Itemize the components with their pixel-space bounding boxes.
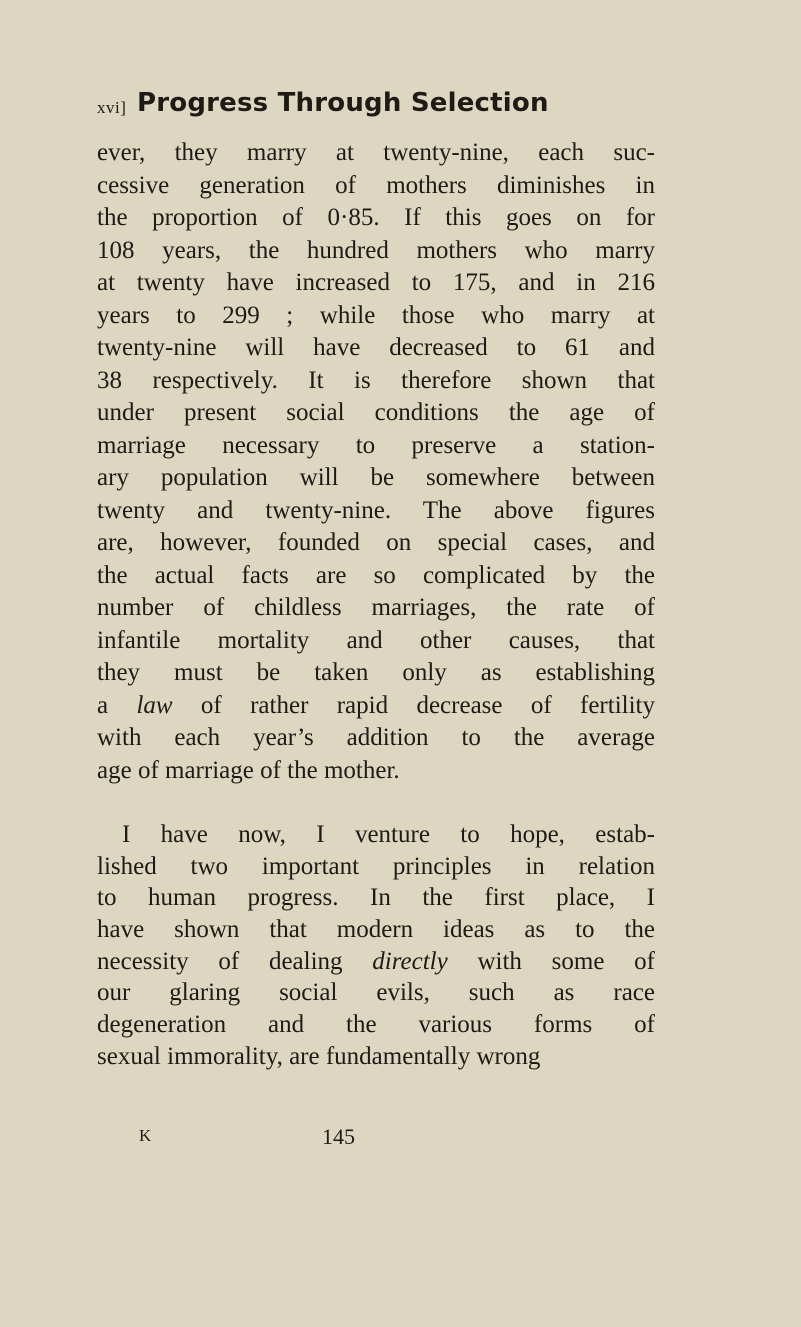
text-segment: marriage necessary to preserve a station-	[97, 431, 655, 459]
text-line	[97, 300, 655, 333]
body-text	[97, 137, 655, 1073]
text-line	[97, 170, 655, 203]
text-line	[97, 495, 655, 528]
text-segment: the proportion of 0·85. If this goes on for	[97, 204, 655, 231]
text-segment: necessity of dealing	[97, 947, 373, 975]
text-line	[97, 137, 655, 170]
text-segment: with each year’s addition to the average	[97, 724, 655, 751]
text-line	[97, 722, 655, 755]
text-segment: degeneration and the various forms of	[97, 1011, 655, 1039]
text-segment: with some of	[447, 947, 655, 975]
text-segment: lished two important principles in relation	[97, 852, 655, 880]
text-line	[97, 202, 655, 235]
text-segment: twenty-nine will have decreased to 61 and	[97, 334, 655, 361]
text-segment: I have now, I venture to hope, estab-	[122, 821, 655, 848]
text-line	[97, 625, 655, 658]
text-line	[97, 267, 655, 300]
text-segment: ever, they marry at twenty-nine, each suc-	[97, 139, 655, 166]
page-number: 145	[322, 1124, 355, 1149]
paragraph	[97, 819, 655, 1073]
text-line	[97, 397, 655, 430]
text-line	[97, 851, 655, 883]
text-line	[97, 755, 655, 788]
text-segment: 38 respectively. It is therefore shown that	[97, 366, 655, 394]
text-segment: under present social conditions the age of	[97, 399, 655, 426]
text-line	[97, 946, 655, 978]
text-segment: at twenty have increased to 175, and in 216	[97, 269, 655, 296]
text-segment: sexual immorality, are fundamentally wrong	[97, 1042, 541, 1070]
text-segment: cessive generation of mothers diminishes in	[97, 171, 655, 199]
text-segment: 108 years, the hundred mothers who marry	[97, 236, 655, 264]
paragraph	[97, 137, 655, 787]
text-segment: our glaring social evils, such as race	[97, 979, 655, 1007]
text-line	[97, 527, 655, 560]
text-line	[97, 690, 655, 723]
running-title: Progress Through Selection	[137, 88, 549, 118]
text-segment: to human progress. In the first place, I	[97, 884, 655, 912]
text-segment: they must be taken only as establishing	[97, 659, 655, 686]
text-line	[97, 365, 655, 398]
text-line	[97, 430, 655, 463]
text-line	[97, 1009, 655, 1041]
text-line	[97, 1041, 655, 1073]
text-segment: infantile mortality and other causes, that	[97, 626, 655, 654]
text-segment: the actual facts are so complicated by the	[97, 561, 655, 589]
text-line	[97, 462, 655, 495]
text-line	[97, 592, 655, 625]
text-segment: twenty and twenty-nine. The above figures	[97, 496, 655, 524]
text-segment: ary population will be somewhere between	[97, 464, 655, 491]
text-line	[97, 914, 655, 946]
text-segment: have shown that modern ideas as to the	[97, 916, 655, 944]
chapter-number: xvi]	[97, 98, 127, 117]
text-line	[97, 657, 655, 690]
running-header	[97, 88, 657, 128]
text-line	[97, 560, 655, 593]
italic-text: directly	[372, 947, 448, 975]
signature-mark: K	[139, 1126, 152, 1145]
text-segment: are, however, founded on special cases, and	[97, 529, 655, 556]
text-segment: number of childless marriages, the rate of	[97, 594, 655, 621]
italic-text: law	[136, 691, 173, 719]
text-line	[97, 332, 655, 365]
text-segment: years to 299 ; while those who marry at	[97, 301, 655, 329]
text-line	[97, 819, 655, 851]
text-line	[97, 235, 655, 268]
paragraph-gap	[97, 787, 655, 819]
text-line	[97, 977, 655, 1009]
text-segment: of rather rapid decrease of fertility	[172, 691, 655, 719]
text-line	[97, 882, 655, 914]
text-segment: a	[97, 691, 137, 719]
text-segment: age of marriage of the mother.	[97, 756, 400, 784]
